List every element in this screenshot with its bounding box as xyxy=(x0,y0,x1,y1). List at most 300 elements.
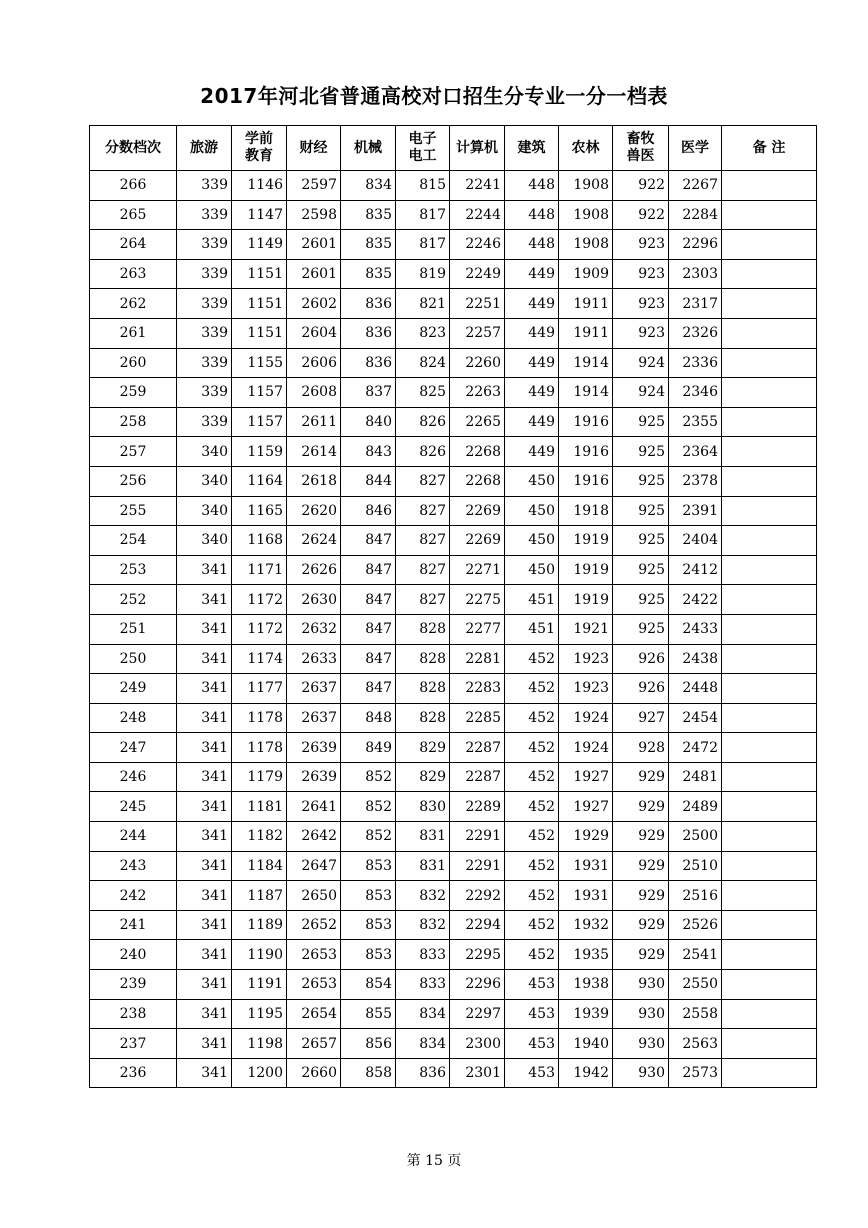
score-cell: 249 xyxy=(90,674,177,704)
count-cell: 452 xyxy=(505,733,559,763)
remark-cell xyxy=(722,703,817,733)
count-cell: 2336 xyxy=(669,348,722,378)
count-cell: 449 xyxy=(505,318,559,348)
remark-cell xyxy=(722,585,817,615)
count-cell: 929 xyxy=(613,851,669,881)
count-cell: 1919 xyxy=(559,526,613,556)
count-cell: 1914 xyxy=(559,378,613,408)
remark-cell xyxy=(722,289,817,319)
count-cell: 2601 xyxy=(287,259,341,289)
count-cell: 2510 xyxy=(669,851,722,881)
table-row xyxy=(90,940,817,970)
remark-cell xyxy=(722,348,817,378)
count-cell: 1172 xyxy=(232,614,287,644)
count-cell: 1159 xyxy=(232,437,287,467)
count-cell: 341 xyxy=(177,1058,232,1088)
count-cell: 2287 xyxy=(450,733,505,763)
column-header-line: 旅游 xyxy=(190,139,218,156)
column-header xyxy=(287,126,341,171)
count-cell: 1927 xyxy=(559,762,613,792)
remark-cell xyxy=(722,940,817,970)
count-cell: 2602 xyxy=(287,289,341,319)
count-cell: 852 xyxy=(341,762,396,792)
count-cell: 929 xyxy=(613,792,669,822)
count-cell: 2550 xyxy=(669,970,722,1000)
count-cell: 1908 xyxy=(559,200,613,230)
count-cell: 847 xyxy=(341,674,396,704)
count-cell: 832 xyxy=(396,881,450,911)
count-cell: 449 xyxy=(505,378,559,408)
count-cell: 925 xyxy=(613,466,669,496)
count-cell: 453 xyxy=(505,1058,559,1088)
score-cell: 248 xyxy=(90,703,177,733)
count-cell: 923 xyxy=(613,259,669,289)
score-cell: 253 xyxy=(90,555,177,585)
count-cell: 923 xyxy=(613,318,669,348)
count-cell: 1940 xyxy=(559,1029,613,1059)
remark-cell xyxy=(722,318,817,348)
count-cell: 2433 xyxy=(669,614,722,644)
count-cell: 1923 xyxy=(559,644,613,674)
table-row xyxy=(90,1058,817,1088)
remark-cell xyxy=(722,999,817,1029)
count-cell: 853 xyxy=(341,851,396,881)
count-cell: 2653 xyxy=(287,970,341,1000)
count-cell: 2263 xyxy=(450,378,505,408)
count-cell: 341 xyxy=(177,1029,232,1059)
count-cell: 930 xyxy=(613,970,669,1000)
count-cell: 450 xyxy=(505,526,559,556)
score-cell: 250 xyxy=(90,644,177,674)
count-cell: 925 xyxy=(613,555,669,585)
count-cell: 339 xyxy=(177,230,232,260)
score-cell: 261 xyxy=(90,318,177,348)
count-cell: 2317 xyxy=(669,289,722,319)
count-cell: 1146 xyxy=(232,171,287,201)
count-cell: 2472 xyxy=(669,733,722,763)
count-cell: 2285 xyxy=(450,703,505,733)
count-cell: 450 xyxy=(505,555,559,585)
count-cell: 1157 xyxy=(232,378,287,408)
table-row xyxy=(90,822,817,852)
count-cell: 2620 xyxy=(287,496,341,526)
count-cell: 929 xyxy=(613,822,669,852)
table-row xyxy=(90,970,817,1000)
column-header xyxy=(669,126,722,171)
count-cell: 2244 xyxy=(450,200,505,230)
count-cell: 834 xyxy=(341,171,396,201)
table-row xyxy=(90,171,817,201)
column-header-line: 建筑 xyxy=(517,139,546,156)
count-cell: 2295 xyxy=(450,940,505,970)
table-row xyxy=(90,526,817,556)
count-cell: 1919 xyxy=(559,555,613,585)
count-cell: 852 xyxy=(341,792,396,822)
count-cell: 453 xyxy=(505,999,559,1029)
count-cell: 1195 xyxy=(232,999,287,1029)
count-cell: 1921 xyxy=(559,614,613,644)
count-cell: 2265 xyxy=(450,407,505,437)
remark-cell xyxy=(722,792,817,822)
score-cell: 238 xyxy=(90,999,177,1029)
count-cell: 2294 xyxy=(450,910,505,940)
table-row xyxy=(90,555,817,585)
count-cell: 926 xyxy=(613,674,669,704)
remark-cell xyxy=(722,733,817,763)
column-header xyxy=(90,126,177,171)
count-cell: 1165 xyxy=(232,496,287,526)
count-cell: 827 xyxy=(396,555,450,585)
remark-cell xyxy=(722,881,817,911)
count-cell: 339 xyxy=(177,318,232,348)
score-cell: 252 xyxy=(90,585,177,615)
count-cell: 825 xyxy=(396,378,450,408)
remark-cell xyxy=(722,762,817,792)
table-row xyxy=(90,1029,817,1059)
count-cell: 853 xyxy=(341,881,396,911)
count-cell: 448 xyxy=(505,230,559,260)
count-cell: 1157 xyxy=(232,407,287,437)
table-row xyxy=(90,733,817,763)
count-cell: 2378 xyxy=(669,466,722,496)
count-cell: 2251 xyxy=(450,289,505,319)
count-cell: 925 xyxy=(613,407,669,437)
count-cell: 2291 xyxy=(450,851,505,881)
count-cell: 854 xyxy=(341,970,396,1000)
count-cell: 341 xyxy=(177,999,232,1029)
column-header xyxy=(722,126,817,171)
count-cell: 449 xyxy=(505,348,559,378)
count-cell: 341 xyxy=(177,970,232,1000)
count-cell: 840 xyxy=(341,407,396,437)
count-cell: 1178 xyxy=(232,733,287,763)
column-header xyxy=(613,126,669,171)
count-cell: 847 xyxy=(341,644,396,674)
count-cell: 2289 xyxy=(450,792,505,822)
count-cell: 1935 xyxy=(559,940,613,970)
count-cell: 1914 xyxy=(559,348,613,378)
count-cell: 2296 xyxy=(450,970,505,1000)
count-cell: 339 xyxy=(177,348,232,378)
count-cell: 450 xyxy=(505,496,559,526)
column-header xyxy=(232,126,287,171)
count-cell: 930 xyxy=(613,999,669,1029)
count-cell: 2652 xyxy=(287,910,341,940)
count-cell: 848 xyxy=(341,703,396,733)
remark-cell xyxy=(722,259,817,289)
column-header-line: 农林 xyxy=(571,139,600,156)
score-cell: 255 xyxy=(90,496,177,526)
table-row xyxy=(90,703,817,733)
table-row xyxy=(90,851,817,881)
count-cell: 2281 xyxy=(450,644,505,674)
count-cell: 1929 xyxy=(559,822,613,852)
count-cell: 451 xyxy=(505,614,559,644)
score-cell: 264 xyxy=(90,230,177,260)
count-cell: 1916 xyxy=(559,466,613,496)
count-cell: 2642 xyxy=(287,822,341,852)
count-cell: 925 xyxy=(613,496,669,526)
count-cell: 2630 xyxy=(287,585,341,615)
count-cell: 2563 xyxy=(669,1029,722,1059)
score-cell: 243 xyxy=(90,851,177,881)
count-cell: 835 xyxy=(341,259,396,289)
table-row xyxy=(90,230,817,260)
count-cell: 922 xyxy=(613,171,669,201)
count-cell: 847 xyxy=(341,614,396,644)
count-cell: 836 xyxy=(396,1058,450,1088)
count-cell: 1908 xyxy=(559,171,613,201)
count-cell: 341 xyxy=(177,940,232,970)
remark-cell xyxy=(722,614,817,644)
column-header-line: 财经 xyxy=(299,139,328,156)
count-cell: 827 xyxy=(396,496,450,526)
score-cell: 257 xyxy=(90,437,177,467)
table-row xyxy=(90,348,817,378)
count-cell: 2404 xyxy=(669,526,722,556)
count-cell: 827 xyxy=(396,526,450,556)
count-cell: 833 xyxy=(396,940,450,970)
count-cell: 835 xyxy=(341,200,396,230)
count-cell: 2597 xyxy=(287,171,341,201)
count-cell: 339 xyxy=(177,259,232,289)
column-header xyxy=(559,126,613,171)
count-cell: 2618 xyxy=(287,466,341,496)
score-cell: 256 xyxy=(90,466,177,496)
count-cell: 2573 xyxy=(669,1058,722,1088)
remark-cell xyxy=(722,1029,817,1059)
column-header-line: 兽医 xyxy=(626,148,655,164)
remark-cell xyxy=(722,171,817,201)
table-row xyxy=(90,437,817,467)
count-cell: 341 xyxy=(177,703,232,733)
count-cell: 1164 xyxy=(232,466,287,496)
count-cell: 1909 xyxy=(559,259,613,289)
count-cell: 2291 xyxy=(450,822,505,852)
count-cell: 452 xyxy=(505,910,559,940)
count-cell: 2657 xyxy=(287,1029,341,1059)
count-cell: 855 xyxy=(341,999,396,1029)
count-cell: 1147 xyxy=(232,200,287,230)
count-cell: 1911 xyxy=(559,318,613,348)
count-cell: 847 xyxy=(341,555,396,585)
count-cell: 1916 xyxy=(559,437,613,467)
score-cell: 259 xyxy=(90,378,177,408)
count-cell: 2516 xyxy=(669,881,722,911)
count-cell: 843 xyxy=(341,437,396,467)
count-cell: 452 xyxy=(505,703,559,733)
count-cell: 853 xyxy=(341,940,396,970)
remark-cell xyxy=(722,200,817,230)
count-cell: 448 xyxy=(505,171,559,201)
count-cell: 2632 xyxy=(287,614,341,644)
count-cell: 929 xyxy=(613,762,669,792)
count-cell: 1918 xyxy=(559,496,613,526)
count-cell: 341 xyxy=(177,762,232,792)
count-cell: 1931 xyxy=(559,851,613,881)
count-cell: 1155 xyxy=(232,348,287,378)
score-cell: 260 xyxy=(90,348,177,378)
count-cell: 828 xyxy=(396,614,450,644)
count-cell: 1190 xyxy=(232,940,287,970)
count-cell: 2287 xyxy=(450,762,505,792)
count-cell: 2300 xyxy=(450,1029,505,1059)
count-cell: 339 xyxy=(177,289,232,319)
count-cell: 2641 xyxy=(287,792,341,822)
remark-cell xyxy=(722,378,817,408)
remark-cell xyxy=(722,970,817,1000)
count-cell: 339 xyxy=(177,407,232,437)
count-cell: 2422 xyxy=(669,585,722,615)
count-cell: 847 xyxy=(341,585,396,615)
count-cell: 834 xyxy=(396,999,450,1029)
count-cell: 1187 xyxy=(232,881,287,911)
count-cell: 1182 xyxy=(232,822,287,852)
count-cell: 2660 xyxy=(287,1058,341,1088)
count-cell: 819 xyxy=(396,259,450,289)
count-cell: 341 xyxy=(177,881,232,911)
count-cell: 448 xyxy=(505,200,559,230)
count-cell: 2260 xyxy=(450,348,505,378)
count-cell: 449 xyxy=(505,259,559,289)
count-cell: 1178 xyxy=(232,703,287,733)
count-cell: 1911 xyxy=(559,289,613,319)
count-cell: 453 xyxy=(505,1029,559,1059)
remark-cell xyxy=(722,407,817,437)
count-cell: 2241 xyxy=(450,171,505,201)
count-cell: 450 xyxy=(505,466,559,496)
count-cell: 2249 xyxy=(450,259,505,289)
count-cell: 453 xyxy=(505,970,559,1000)
count-cell: 2639 xyxy=(287,733,341,763)
count-cell: 449 xyxy=(505,437,559,467)
count-cell: 1932 xyxy=(559,910,613,940)
count-cell: 922 xyxy=(613,200,669,230)
column-header-line: 机械 xyxy=(354,139,382,156)
count-cell: 452 xyxy=(505,940,559,970)
remark-cell xyxy=(722,644,817,674)
column-header-line: 教育 xyxy=(245,148,273,164)
count-cell: 853 xyxy=(341,910,396,940)
table-row xyxy=(90,881,817,911)
count-cell: 2268 xyxy=(450,466,505,496)
count-cell: 2296 xyxy=(669,230,722,260)
count-cell: 1177 xyxy=(232,674,287,704)
count-cell: 844 xyxy=(341,466,396,496)
table-row xyxy=(90,289,817,319)
count-cell: 828 xyxy=(396,703,450,733)
count-cell: 1939 xyxy=(559,999,613,1029)
count-cell: 2500 xyxy=(669,822,722,852)
count-cell: 824 xyxy=(396,348,450,378)
count-cell: 2284 xyxy=(669,200,722,230)
score-cell: 246 xyxy=(90,762,177,792)
table-row xyxy=(90,318,817,348)
column-header xyxy=(177,126,232,171)
count-cell: 2448 xyxy=(669,674,722,704)
count-cell: 341 xyxy=(177,614,232,644)
count-cell: 341 xyxy=(177,644,232,674)
count-cell: 452 xyxy=(505,851,559,881)
count-cell: 924 xyxy=(613,378,669,408)
count-cell: 1927 xyxy=(559,792,613,822)
count-cell: 452 xyxy=(505,674,559,704)
score-cell: 242 xyxy=(90,881,177,911)
count-cell: 340 xyxy=(177,496,232,526)
count-cell: 1919 xyxy=(559,585,613,615)
count-cell: 929 xyxy=(613,940,669,970)
count-cell: 826 xyxy=(396,437,450,467)
score-cell: 258 xyxy=(90,407,177,437)
count-cell: 1189 xyxy=(232,910,287,940)
remark-cell xyxy=(722,496,817,526)
count-cell: 2326 xyxy=(669,318,722,348)
count-cell: 341 xyxy=(177,674,232,704)
remark-cell xyxy=(722,466,817,496)
count-cell: 341 xyxy=(177,555,232,585)
count-cell: 2526 xyxy=(669,910,722,940)
count-cell: 1151 xyxy=(232,289,287,319)
count-cell: 836 xyxy=(341,348,396,378)
count-cell: 929 xyxy=(613,910,669,940)
remark-cell xyxy=(722,910,817,940)
count-cell: 1184 xyxy=(232,851,287,881)
count-cell: 1179 xyxy=(232,762,287,792)
column-header-line: 分数档次 xyxy=(105,139,161,156)
count-cell: 828 xyxy=(396,644,450,674)
table-row xyxy=(90,259,817,289)
count-cell: 923 xyxy=(613,230,669,260)
count-cell: 1149 xyxy=(232,230,287,260)
score-cell: 262 xyxy=(90,289,177,319)
table-row xyxy=(90,614,817,644)
count-cell: 340 xyxy=(177,437,232,467)
table-row xyxy=(90,910,817,940)
count-cell: 2271 xyxy=(450,555,505,585)
count-cell: 2303 xyxy=(669,259,722,289)
count-cell: 827 xyxy=(396,466,450,496)
remark-cell xyxy=(722,851,817,881)
count-cell: 2653 xyxy=(287,940,341,970)
column-header xyxy=(341,126,396,171)
count-cell: 2633 xyxy=(287,644,341,674)
count-cell: 1916 xyxy=(559,407,613,437)
count-cell: 837 xyxy=(341,378,396,408)
column-header-line: 畜牧 xyxy=(626,131,655,147)
remark-cell xyxy=(722,230,817,260)
count-cell: 2541 xyxy=(669,940,722,970)
score-cell: 237 xyxy=(90,1029,177,1059)
count-cell: 2269 xyxy=(450,526,505,556)
count-cell: 815 xyxy=(396,171,450,201)
count-cell: 2481 xyxy=(669,762,722,792)
count-cell: 452 xyxy=(505,881,559,911)
count-cell: 341 xyxy=(177,910,232,940)
table-row xyxy=(90,496,817,526)
score-cell: 244 xyxy=(90,822,177,852)
count-cell: 826 xyxy=(396,407,450,437)
count-cell: 849 xyxy=(341,733,396,763)
count-cell: 831 xyxy=(396,822,450,852)
count-cell: 833 xyxy=(396,970,450,1000)
count-cell: 1151 xyxy=(232,259,287,289)
column-header xyxy=(505,126,559,171)
score-cell: 254 xyxy=(90,526,177,556)
count-cell: 834 xyxy=(396,1029,450,1059)
count-cell: 339 xyxy=(177,171,232,201)
count-cell: 452 xyxy=(505,644,559,674)
count-cell: 1942 xyxy=(559,1058,613,1088)
